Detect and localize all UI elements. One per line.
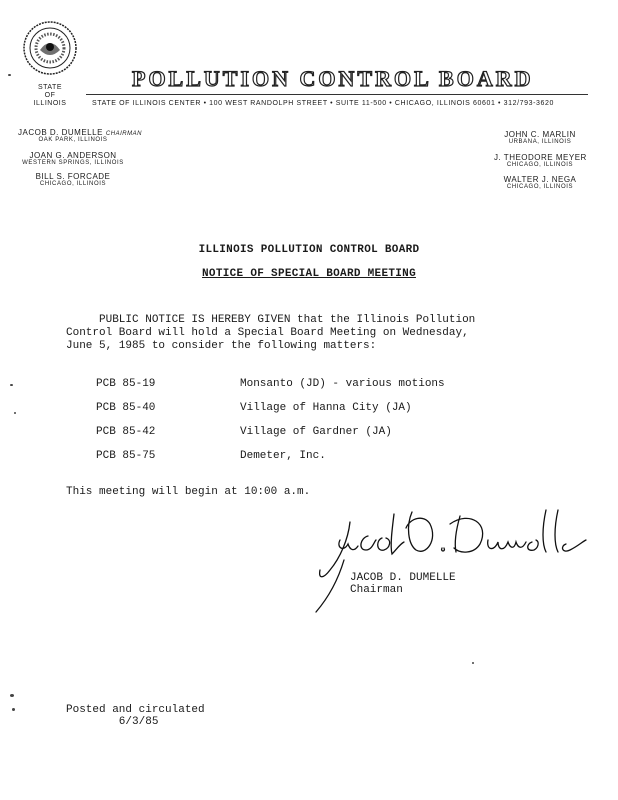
state-seal-icon xyxy=(22,20,78,76)
scan-speck xyxy=(14,412,16,414)
member-name: J. THEODORE MEYER xyxy=(494,153,587,162)
letterhead-rule xyxy=(86,94,588,95)
member-city: CHICAGO, ILLINOIS xyxy=(506,184,574,190)
posted-date: 6/3/85 xyxy=(66,716,159,728)
matter-description: Demeter, Inc. xyxy=(240,450,326,462)
signer-name: JACOB D. DUMELLE xyxy=(350,572,456,584)
scan-speck xyxy=(8,74,11,76)
member-dumelle xyxy=(18,128,142,143)
matter-description: Village of Hanna City (JA) xyxy=(240,402,412,414)
matter-case: PCB 85-40 xyxy=(96,402,156,414)
member-marlin xyxy=(494,130,586,145)
matter-case: PCB 85-19 xyxy=(96,378,156,390)
handwritten-signature xyxy=(310,500,590,620)
matter-case: PCB 85-42 xyxy=(96,426,156,438)
meeting-begin-text: This meeting will begin at 10:00 a.m. xyxy=(66,486,311,498)
member-city: OAK PARK, ILLINOIS xyxy=(38,137,108,143)
matter-row xyxy=(96,450,326,462)
notice-title: ILLINOIS POLLUTION CONTROL BOARD xyxy=(198,244,420,256)
board-name: POLLUTION CONTROL BOARD xyxy=(132,66,534,91)
matter-case: PCB 85-75 xyxy=(96,450,156,462)
member-name: JOHN C. MARLIN xyxy=(504,130,576,139)
posted-line: Posted and circulated xyxy=(66,704,205,716)
member-city: CHICAGO, ILLINOIS xyxy=(506,162,574,168)
member-name: JOAN G. ANDERSON xyxy=(29,151,117,160)
signer-title: Chairman xyxy=(350,584,403,596)
member-city: WESTERN SPRINGS, ILLINOIS xyxy=(22,160,124,166)
scan-speck xyxy=(472,662,474,664)
member-city: URBANA, ILLINOIS xyxy=(508,139,572,145)
member-name: BILL S. FORCADE xyxy=(35,172,111,181)
matter-row xyxy=(96,426,392,438)
board-address: STATE OF ILLINOIS CENTER • 100 WEST RANDOLPH STREET • SUITE 11-500 • CHICAGO, ILLINOIS 60601 • 312/793-3620 xyxy=(92,100,554,107)
scan-speck xyxy=(12,708,15,711)
scan-speck xyxy=(10,694,14,697)
matter-row xyxy=(96,378,445,390)
member-name: JACOB D. DUMELLE xyxy=(18,128,103,137)
member-meyer xyxy=(494,153,586,168)
member-name: WALTER J. NEGA xyxy=(503,175,577,184)
matter-description: Village of Gardner (JA) xyxy=(240,426,392,438)
member-role: CHAIRMAN xyxy=(105,131,142,137)
matter-description: Monsanto (JD) - various motions xyxy=(240,378,445,390)
scan-speck xyxy=(10,384,13,386)
state-label: STATE OF ILLINOIS xyxy=(33,84,67,107)
notice-paragraph: PUBLIC NOTICE IS HEREBY GIVEN that the Illinois Pollution Control Board will hold a Special Board Meeting on Wednesday, June 5, 1985 to consider the following matters: xyxy=(66,314,476,352)
member-city: CHICAGO, ILLINOIS xyxy=(39,181,107,187)
matter-row xyxy=(96,402,412,414)
member-nega xyxy=(494,175,586,190)
member-anderson xyxy=(18,151,128,166)
member-forcade xyxy=(18,172,128,187)
notice-subtitle: NOTICE OF SPECIAL BOARD MEETING xyxy=(202,268,416,280)
